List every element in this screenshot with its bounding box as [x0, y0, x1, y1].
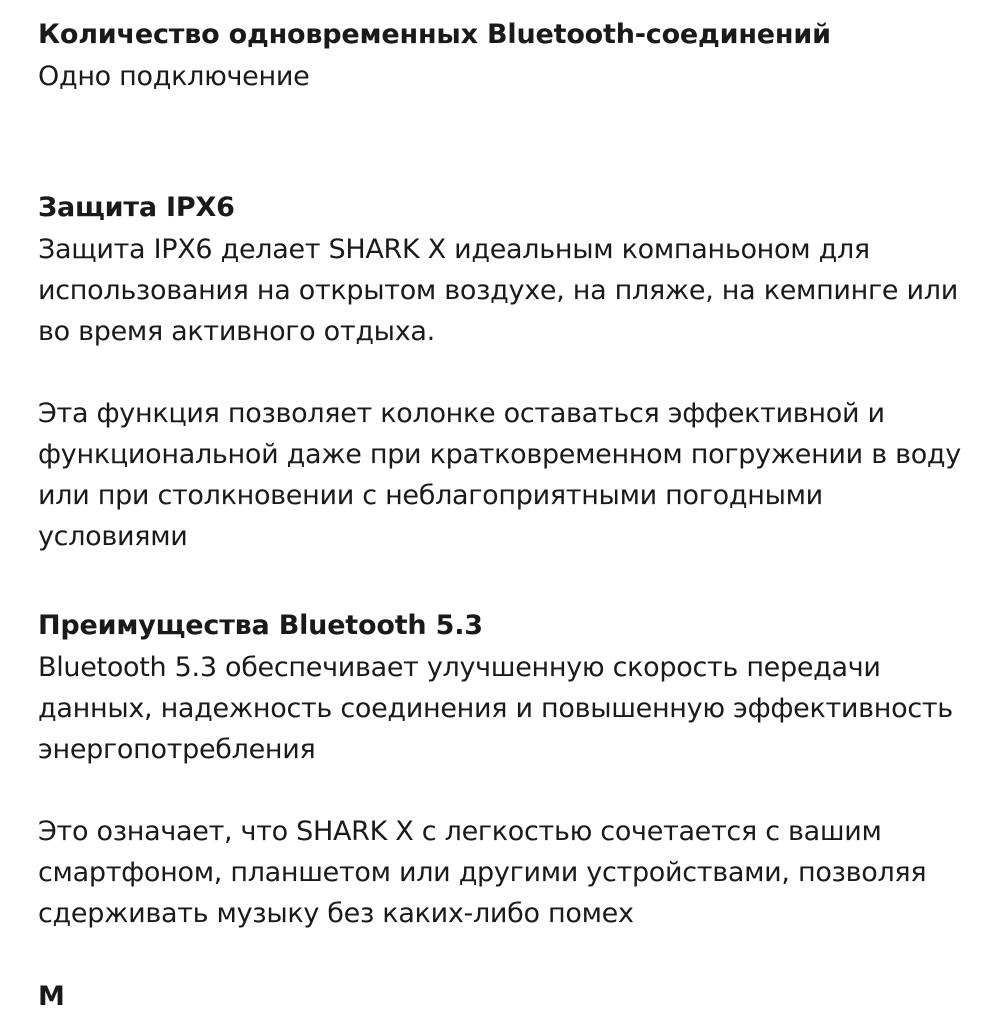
section-title: Количество одновременных Bluetooth-соединений: [38, 19, 831, 50]
section-ipx6: [38, 187, 968, 557]
section-paragraph: Это означает, что SHARK X с легкостью сочетается с вашим смартфоном, планшетом или другими устройствами, позволяя сдерживать музыку без каких-либо помех: [38, 816, 927, 929]
section-paragraph: Bluetooth 5.3 обеспечивает улучшенную скорость передачи данных, надежность соединения и повышенную эффективность энергопотребления: [38, 652, 953, 765]
section-bluetooth-5-3: [38, 605, 968, 934]
section-paragraph: Защита IPX6 делает SHARK X идеальным компаньоном для использования на открытом воздухе, на пляже, на кемпинге или во время активного отдыха.: [38, 234, 958, 347]
section-paragraph: Эта функция позволяет колонке оставаться эффективной и функциональной даже при кратковременном погружении в воду или при столкновении с неблагоприятными погодными условиями: [38, 398, 961, 552]
section-title: Преимущества Bluetooth 5.3: [38, 610, 483, 641]
section-bluetooth-connections: [38, 14, 968, 97]
section-title: Защита IPX6: [38, 192, 235, 223]
section-text: Одно подключение: [38, 61, 310, 92]
truncated-heading: М: [38, 981, 65, 1012]
